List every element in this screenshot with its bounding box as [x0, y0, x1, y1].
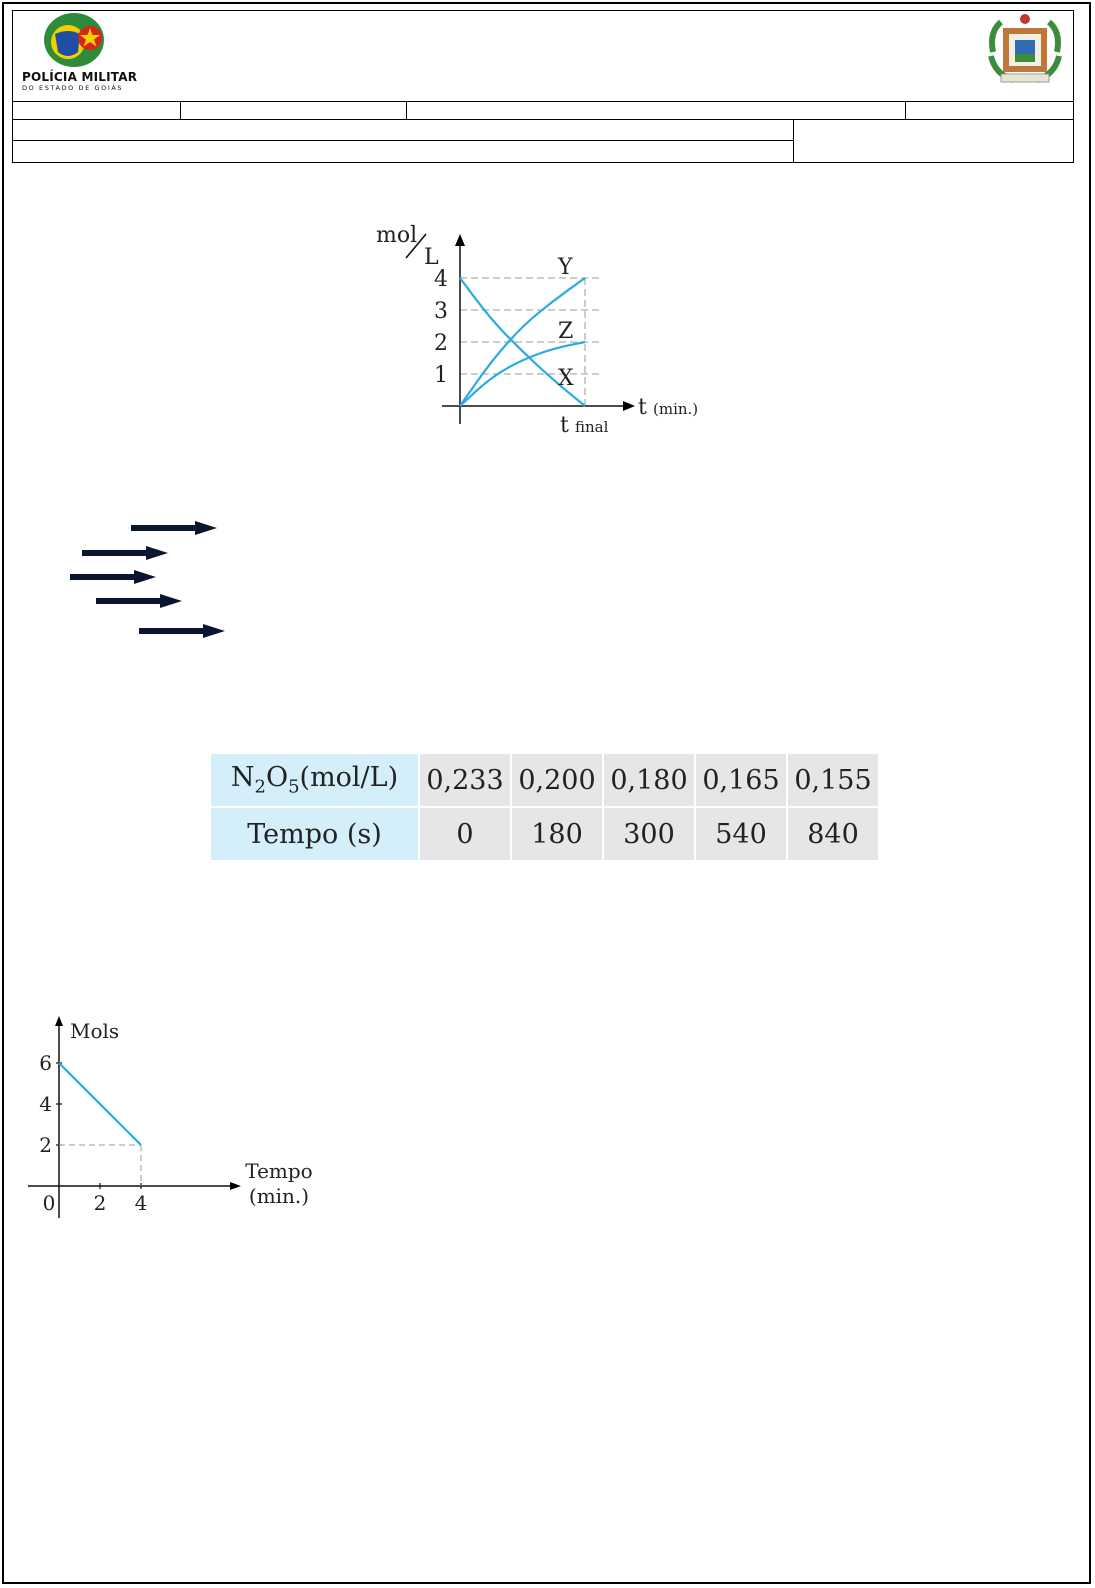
mols-time-chart — [20, 1010, 330, 1230]
n2o5-table — [209, 752, 880, 862]
x-tick-label: 0 — [42, 1191, 56, 1215]
series-label-y: Y — [558, 255, 573, 280]
table-cell: 0,200 — [511, 753, 603, 807]
header-cell-divider-1 — [180, 101, 181, 119]
table-cell: 0,155 — [787, 753, 879, 807]
series-line-mols — [59, 1063, 141, 1145]
arrow-right-icon — [82, 546, 168, 560]
x-axis-label-line2: (min.) — [248, 1184, 310, 1208]
y-tick-label: 4 — [434, 267, 448, 292]
y-tick-label: 2 — [39, 1133, 52, 1157]
arrow-right-icon — [131, 521, 217, 535]
table-cell: 300 — [603, 807, 695, 861]
series-label-x: X — [558, 366, 574, 391]
table-cell: 0 — [419, 807, 511, 861]
y-axis-arrow — [455, 234, 465, 246]
y-tick-label: 4 — [39, 1092, 52, 1116]
school-crest-logo — [985, 12, 1065, 88]
series-label-z: Z — [558, 319, 574, 344]
table-row — [210, 753, 879, 807]
y-tick-label: 6 — [39, 1051, 52, 1075]
table-cell: 840 — [787, 807, 879, 861]
table-cell: 0,165 — [695, 753, 787, 807]
header-row-line-3 — [12, 140, 793, 141]
header-cell-divider-3 — [905, 101, 906, 119]
y-axis-label-top: mol — [376, 223, 418, 248]
y-tick-label: 2 — [434, 331, 448, 356]
x-tick-label: 4 — [134, 1191, 148, 1215]
arrow-right-icon — [70, 570, 156, 584]
arrow-right-icon — [139, 624, 225, 638]
y-tick-label: 3 — [434, 299, 448, 324]
x-axis-label-line1: Tempo — [245, 1159, 313, 1183]
header-cell-divider-2 — [406, 101, 407, 119]
table-cell: 0,233 — [419, 753, 511, 807]
institution-subtitle: DO ESTADO DE GOIÁS — [22, 84, 124, 92]
header-row-line-1 — [12, 101, 1074, 102]
y-axis-label-bottom: L — [424, 245, 439, 270]
y-axis-arrow — [55, 1016, 63, 1026]
table-cell: 540 — [695, 807, 787, 861]
y-axis-label: Mols — [70, 1019, 120, 1043]
table-cell: 0,180 — [603, 753, 695, 807]
header-row-line-2 — [12, 119, 1074, 120]
institution-name: POLÍCIA MILITAR — [22, 70, 138, 84]
x-axis-label: t — [638, 395, 647, 420]
x-axis-unit: (min.) — [653, 400, 699, 418]
concentration-time-chart — [360, 210, 720, 450]
x-axis-arrow — [623, 401, 635, 411]
header-cell-divider-4 — [793, 119, 794, 163]
table-header-concentration: $N_2O_5(mol/L)$ — [210, 753, 419, 807]
table-row — [210, 807, 879, 861]
x-tick-subscript: final — [575, 418, 609, 436]
x-axis-arrow — [230, 1182, 241, 1190]
x-tick-label: t — [560, 413, 569, 438]
table-header-time: Tempo (s) — [210, 807, 419, 861]
x-tick-label: 2 — [93, 1191, 107, 1215]
table-cell: 180 — [511, 807, 603, 861]
arrow-right-icon — [96, 594, 182, 608]
y-tick-label: 1 — [434, 363, 448, 388]
